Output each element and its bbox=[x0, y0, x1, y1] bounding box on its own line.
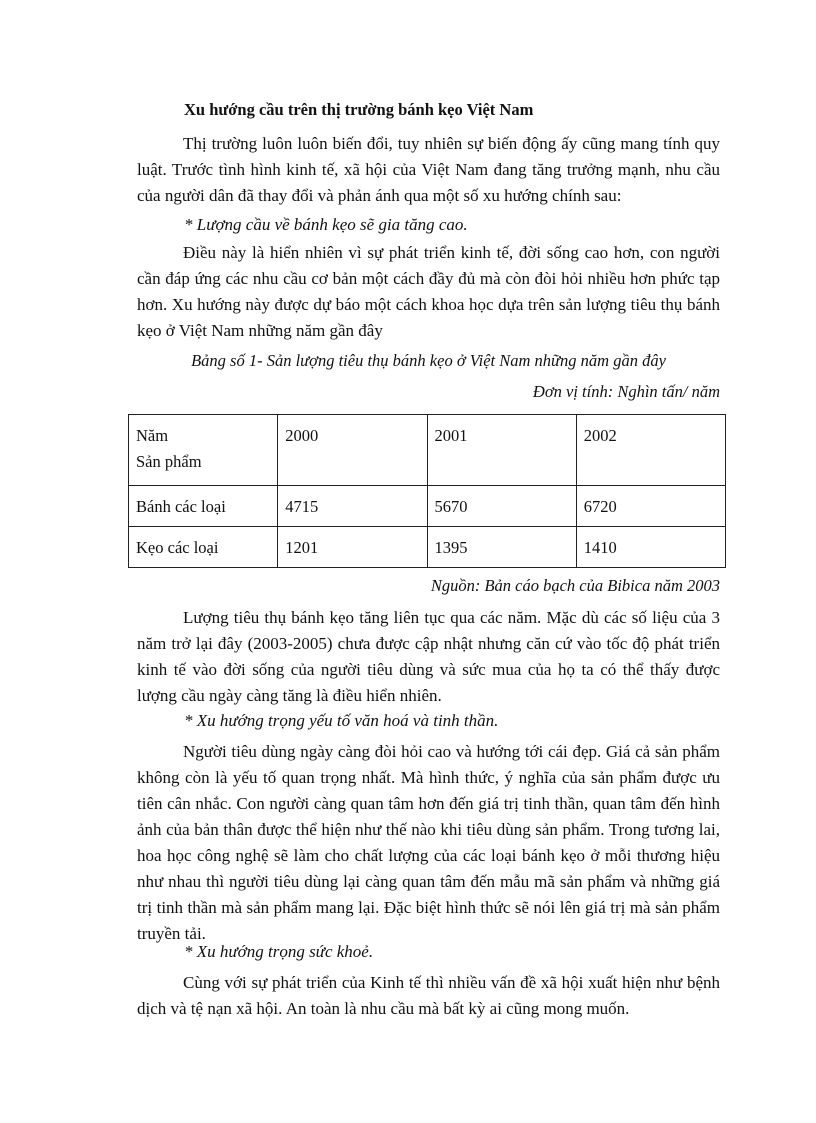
section1-title: * Lượng cầu về bánh kẹo sẽ gia tăng cao. bbox=[184, 215, 468, 234]
section2-text: Người tiêu dùng ngày càng đòi hỏi cao và hướng tới cái đẹp. Giá cả sản phẩm không còn là yếu tố quan trọng nhất. Mà hình thức, ý nghĩa của sản phẩm được ưu tiên cân nhắc. Con người càng quan tâm hơn đến giá trị tinh thần, quan tâm đến hình ảnh của bản thân được thể hiện như thế nào khi tiêu dùng sản phẩm. Trong tương lai, hoa học công nghệ sẽ làm cho chất lượng của các loại bánh kẹo ở mỗi thương hiệu như nhau thì người tiêu dùng lại càng quan tâm đến mẫu mã sản phẩm và những giá trị tinh thần mà sản phẩm mang lại. Đặc biệt hình thức sẽ nói lên giá trị mà sản phẩm truyền tải. bbox=[137, 742, 720, 943]
header-year-cell: 2001 bbox=[427, 415, 576, 486]
table-caption: Bảng số 1- Sản lượng tiêu thụ bánh kẹo ở Việt Nam những năm gần đây bbox=[191, 351, 666, 370]
header-year-cell: 2002 bbox=[576, 415, 725, 486]
consumption-table bbox=[128, 414, 726, 568]
table-cell: 1395 bbox=[427, 527, 576, 568]
table-cell: 6720 bbox=[576, 486, 725, 527]
section1-after-paragraph bbox=[137, 605, 720, 709]
document-heading: Xu hướng cầu trên thị trường bánh kẹo Việt Nam bbox=[184, 100, 534, 119]
header-product-label: Sản phẩm bbox=[136, 452, 202, 471]
section1-text: Điều này là hiển nhiên vì sự phát triển kinh tế, đời sống cao hơn, con người cần đáp ứng các nhu cầu cơ bản một cách đầy đủ mà còn đòi hỏi nhiều hơn phức tạp hơn. Xu hướng này được dự báo một cách khoa học dựa trên sản lượng tiêu thụ bánh kẹo ở Việt Nam những năm gần đây bbox=[137, 243, 720, 340]
section2-title: * Xu hướng trọng yếu tố văn hoá và tinh thần. bbox=[184, 711, 499, 730]
section1-after-text: Lượng tiêu thụ bánh kẹo tăng liên tục qua các năm. Mặc dù các số liệu của 3 năm trở lại đây (2003-2005) chưa được cập nhật nhưng căn cứ vào tốc độ phát triển kinh tế vào đời sống của người tiêu dùng và sức mua của họ ta có thể thấy được lượng cầu ngày càng tăng là điều hiển nhiên. bbox=[137, 608, 720, 705]
table-cell: 5670 bbox=[427, 486, 576, 527]
section3-title: * Xu hướng trọng sức khoẻ. bbox=[184, 942, 374, 961]
section3-paragraph bbox=[137, 970, 720, 1022]
section1-paragraph bbox=[137, 240, 720, 344]
table-header-row bbox=[129, 415, 726, 486]
section3-text: Cùng với sự phát triển của Kinh tế thì nhiều vấn đề xã hội xuất hiện như bệnh dịch và tệ nạn xã hội. An toàn là nhu cầu mà bất kỳ ai cũng mong muốn. bbox=[137, 973, 720, 1018]
table-source: Nguồn: Bản cáo bạch của Bibica năm 2003 bbox=[430, 576, 720, 595]
header-year-label: Năm bbox=[136, 426, 169, 445]
intro-paragraph bbox=[137, 131, 720, 209]
table-row bbox=[129, 486, 726, 527]
row-label: Bánh các loại bbox=[129, 486, 278, 527]
intro-text: Thị trường luôn luôn biến đổi, tuy nhiên sự biến động ấy cũng mang tính quy luật. Trước tình hình kinh tế, xã hội của Việt Nam đang tăng trưởng mạnh, nhu cầu của người dân đã thay đổi và phản ánh qua một số xu hướng chính sau: bbox=[137, 134, 720, 205]
table-header-corner bbox=[129, 415, 278, 486]
section2-paragraph bbox=[137, 739, 720, 947]
table-unit: Đơn vị tính: Nghìn tấn/ năm bbox=[532, 382, 720, 401]
table-cell: 1410 bbox=[576, 527, 725, 568]
table-row bbox=[129, 527, 726, 568]
row-label: Kẹo các loại bbox=[129, 527, 278, 568]
header-year-cell: 2000 bbox=[278, 415, 427, 486]
table-cell: 1201 bbox=[278, 527, 427, 568]
table-cell: 4715 bbox=[278, 486, 427, 527]
